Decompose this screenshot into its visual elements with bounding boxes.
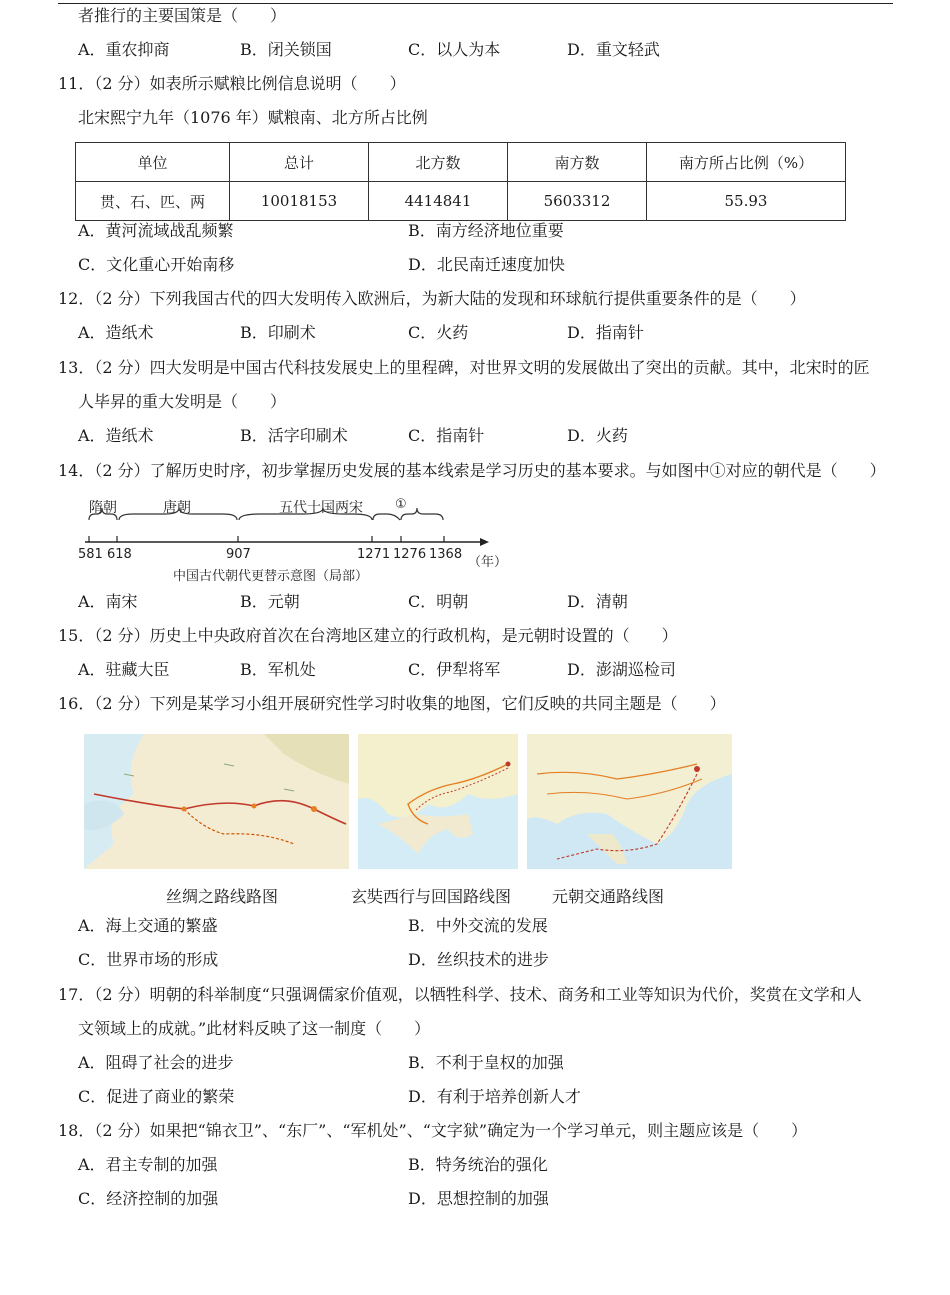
q13-option-a[interactable]: A．造纸术 xyxy=(78,426,154,445)
q16-option-b[interactable]: B．中外交流的发展 xyxy=(408,916,548,935)
q11-option-a[interactable]: A．黄河流域战乱频繁 xyxy=(78,221,234,240)
q18-stem: 18．（2 分）如果把“锦衣卫”、“东厂”、“军机处”、“文字狱”确定为一个学习单元，则主题应该是（ ） xyxy=(58,1121,808,1140)
table-header-cell: 南方所占比例（%） xyxy=(647,143,846,182)
q17-option-a[interactable]: A．阻碍了社会的进步 xyxy=(78,1053,234,1072)
q12-option-a[interactable]: A．造纸术 xyxy=(78,323,154,342)
timeline-label-circled-one: ① xyxy=(395,497,407,512)
q14-option-a[interactable]: A．南宋 xyxy=(78,592,138,611)
table-cell: 4414841 xyxy=(369,182,508,221)
q14-stem: 14．（2 分）了解历史时序，初步掌握历史发展的基本线索是学习历史的基本要求。与如图中①对应的朝代是（ ） xyxy=(58,461,886,480)
q16-maps xyxy=(84,732,744,907)
q10-option-c[interactable]: C．以人为本 xyxy=(408,40,501,59)
q14-option-b[interactable]: B．元朝 xyxy=(240,592,300,611)
timeline-label-tang: 唐朝 xyxy=(163,500,191,516)
q16-option-d[interactable]: D．丝织技术的进步 xyxy=(408,950,549,969)
q10-stem-tail: 者推行的主要国策是（ ） xyxy=(78,6,287,25)
q10-option-a[interactable]: A．重农抑商 xyxy=(78,40,170,59)
q18-option-c[interactable]: C．经济控制的加强 xyxy=(78,1189,219,1208)
q11-option-d[interactable]: D．北民南迁速度加快 xyxy=(408,255,565,274)
q15-stem: 15．（2 分）历史上中央政府首次在台湾地区建立的行政机构，是元朝时设置的（ ） xyxy=(58,626,678,645)
q11-stem: 11．（2 分）如表所示赋粮比例信息说明（ ） xyxy=(58,74,406,93)
q16-option-c[interactable]: C．世界市场的形成 xyxy=(78,950,219,969)
q13-option-b[interactable]: B．活字印刷术 xyxy=(240,426,348,445)
table-cell: 55.93 xyxy=(647,182,846,221)
q11-tax-table xyxy=(75,142,846,221)
q10-option-b[interactable]: B．闭关锁国 xyxy=(240,40,332,59)
tick-label-581: 581 xyxy=(78,547,103,562)
circled-one-bracket xyxy=(401,508,443,520)
table-cell: 10018153 xyxy=(230,182,369,221)
q18-option-a[interactable]: A．君主专制的加强 xyxy=(78,1155,218,1174)
q13-option-c[interactable]: C．指南针 xyxy=(408,426,485,445)
map-caption-xuanzang: 玄奘西行与回国路线图 xyxy=(351,887,512,906)
table-header-row xyxy=(76,143,846,182)
q18-option-d[interactable]: D．思想控制的加强 xyxy=(408,1189,549,1208)
q17-stem-line2: 文领域上的成就。”此材料反映了这一制度（ ） xyxy=(78,1019,431,1038)
q14-option-d[interactable]: D．清朝 xyxy=(567,592,628,611)
map-caption-silk-road: 丝绸之路线路图 xyxy=(166,887,279,906)
tick-label-618: 618 xyxy=(107,547,132,562)
timeline-caption: 中国古代朝代更替示意图（局部） xyxy=(173,569,369,584)
yuan-transport-map-image xyxy=(527,734,732,869)
timeline-label-song: 五代十国两宋 xyxy=(279,500,363,516)
q17-option-d[interactable]: D．有利于培养创新人才 xyxy=(408,1087,581,1106)
timeline-unit: （年） xyxy=(468,555,508,570)
table-header-cell: 总计 xyxy=(230,143,369,182)
q13-stem-line1: 13．（2 分）四大发明是中国古代科技发展史上的里程碑，对世界文明的发展做出了突出的贡献。其中，北宋时的匠 xyxy=(58,358,870,377)
q16-stem: 16．（2 分）下列是某学习小组开展研究性学习时收集的地图，它们反映的共同主题是（ ） xyxy=(58,694,726,713)
q12-stem: 12．（2 分）下列我国古代的四大发明传入欧洲后，为新大陆的发现和环球航行提供重要条件的是（ ） xyxy=(58,289,806,308)
q16-option-a[interactable]: A．海上交通的繁盛 xyxy=(78,916,218,935)
q13-stem-line2: 人毕昇的重大发明是（ ） xyxy=(78,392,287,411)
tick-label-1368: 1368 xyxy=(429,547,463,562)
xuanzang-route-map-image xyxy=(358,734,518,869)
q13-option-d[interactable]: D．火药 xyxy=(567,426,628,445)
q15-option-a[interactable]: A．驻藏大臣 xyxy=(78,660,170,679)
q14-option-c[interactable]: C．明朝 xyxy=(408,592,469,611)
tick-label-1271: 1271 xyxy=(357,547,391,562)
map-caption-yuan: 元朝交通路线图 xyxy=(552,887,665,906)
table-cell: 贯、石、匹、两 xyxy=(76,182,230,221)
q15-option-c[interactable]: C．伊犁将军 xyxy=(408,660,501,679)
q17-option-c[interactable]: C．促进了商业的繁荣 xyxy=(78,1087,235,1106)
q15-option-b[interactable]: B．军机处 xyxy=(240,660,316,679)
table-header-cell: 单位 xyxy=(76,143,230,182)
q12-option-b[interactable]: B．印刷术 xyxy=(240,323,316,342)
q11-option-b[interactable]: B．南方经济地位重要 xyxy=(408,221,564,240)
table-header-cell: 南方数 xyxy=(508,143,647,182)
timeline-arrow-icon xyxy=(480,538,489,546)
timeline-label-sui: 隋朝 xyxy=(89,500,117,516)
q11-option-c[interactable]: C．文化重心开始南移 xyxy=(78,255,235,274)
q12-option-d[interactable]: D．指南针 xyxy=(567,323,644,342)
q17-stem-line1: 17．（2 分）明朝的科举制度“只强调儒家价值观，以牺牲科学、技术、商务和工业等知识为代价，奖赏在文学和人 xyxy=(58,985,862,1004)
q17-option-b[interactable]: B．不利于皇权的加强 xyxy=(408,1053,564,1072)
table-header-cell: 北方数 xyxy=(369,143,508,182)
q11-table-title: 北宋熙宁九年（1076 年）赋粮南、北方所占比例 xyxy=(78,108,428,127)
table-row xyxy=(76,182,846,221)
yuan-transition-bracket xyxy=(373,514,400,520)
silk-road-map-image xyxy=(84,734,349,869)
top-rule xyxy=(58,3,893,4)
q15-option-d[interactable]: D．澎湖巡检司 xyxy=(567,660,676,679)
q12-option-c[interactable]: C．火药 xyxy=(408,323,469,342)
dynasty-timeline xyxy=(75,492,515,587)
q18-option-b[interactable]: B．特务统治的强化 xyxy=(408,1155,548,1174)
tick-label-907: 907 xyxy=(226,547,251,562)
q10-option-d[interactable]: D．重文轻武 xyxy=(567,40,660,59)
table-cell: 5603312 xyxy=(508,182,647,221)
tick-label-1276: 1276 xyxy=(393,547,427,562)
